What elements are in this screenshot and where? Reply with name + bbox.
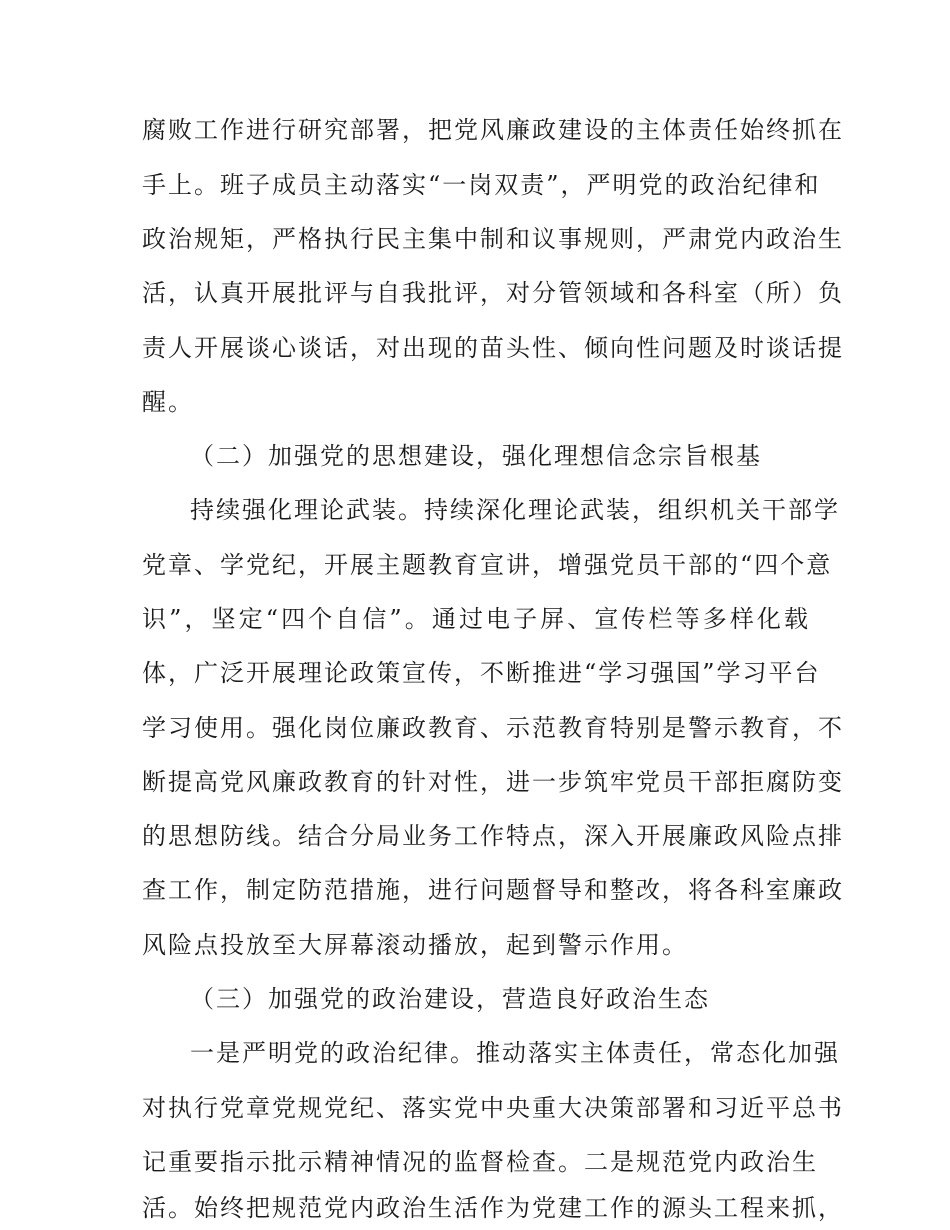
- paragraph-line: 醒。: [142, 388, 194, 416]
- paragraph-line: 活，认真开展批评与自我批评，对分管领域和各科室（所）负: [142, 279, 844, 307]
- paragraph-line: 一是严明党的政治纪律。推动落实主体责任，常态化加强: [190, 1039, 840, 1067]
- paragraph-line: 断提高党风廉政教育的针对性，进一步筑牢党员干部拒腐防变: [142, 768, 844, 796]
- paragraph-line: 查工作，制定防范措施，进行问题督导和整改，将各科室廉政: [142, 876, 844, 904]
- paragraph-line: 记重要指示批示精神情况的监督检查。二是规范党内政治生: [142, 1148, 818, 1176]
- paragraph-line: 腐败工作进行研究部署，把党风廉政建设的主体责任始终抓在: [142, 116, 844, 144]
- paragraph-line: 识”，坚定“四个自信”。通过电子屏、宣传栏等多样化载: [142, 605, 810, 633]
- paragraph-line: 党章、学党纪，开展主题教育宣讲，增强党员干部的“四个意: [142, 551, 833, 579]
- paragraph-line: 责人开展谈心谈话，对出现的苗头性、倾向性问题及时谈话提: [142, 334, 844, 362]
- paragraph-line: 政治规矩，严格执行民主集中制和议事规则，严肃党内政治生: [142, 225, 844, 253]
- paragraph-line: 风险点投放至大屏幕滚动播放，起到警示作用。: [142, 931, 688, 959]
- section-heading-3: （三）加强党的政治建设，营造良好政治生态: [190, 985, 710, 1013]
- paragraph-line: 的思想防线。结合分局业务工作特点，深入开展廉政风险点排: [142, 822, 844, 850]
- paragraph-line: 体，广泛开展理论政策宣传，不断推进“学习强国”学习平台: [142, 659, 821, 687]
- paragraph-line: 持续强化理论武装。持续深化理论武装，组织机关干部学: [190, 496, 840, 524]
- paragraph-line: 活。始终把规范党内政治生活作为党建工作的源头工程来抓，: [142, 1194, 844, 1222]
- section-heading-2: （二）加强党的思想建设，强化理想信念宗旨根基: [190, 442, 762, 470]
- paragraph-line: 对执行党章党规党纪、落实党中央重大决策部署和习近平总书: [142, 1094, 844, 1122]
- paragraph-line: 学习使用。强化岗位廉政教育、示范教育特别是警示教育，不: [142, 714, 844, 742]
- paragraph-line: 手上。班子成员主动落实“一岗双责”，严明党的政治纪律和: [142, 171, 821, 199]
